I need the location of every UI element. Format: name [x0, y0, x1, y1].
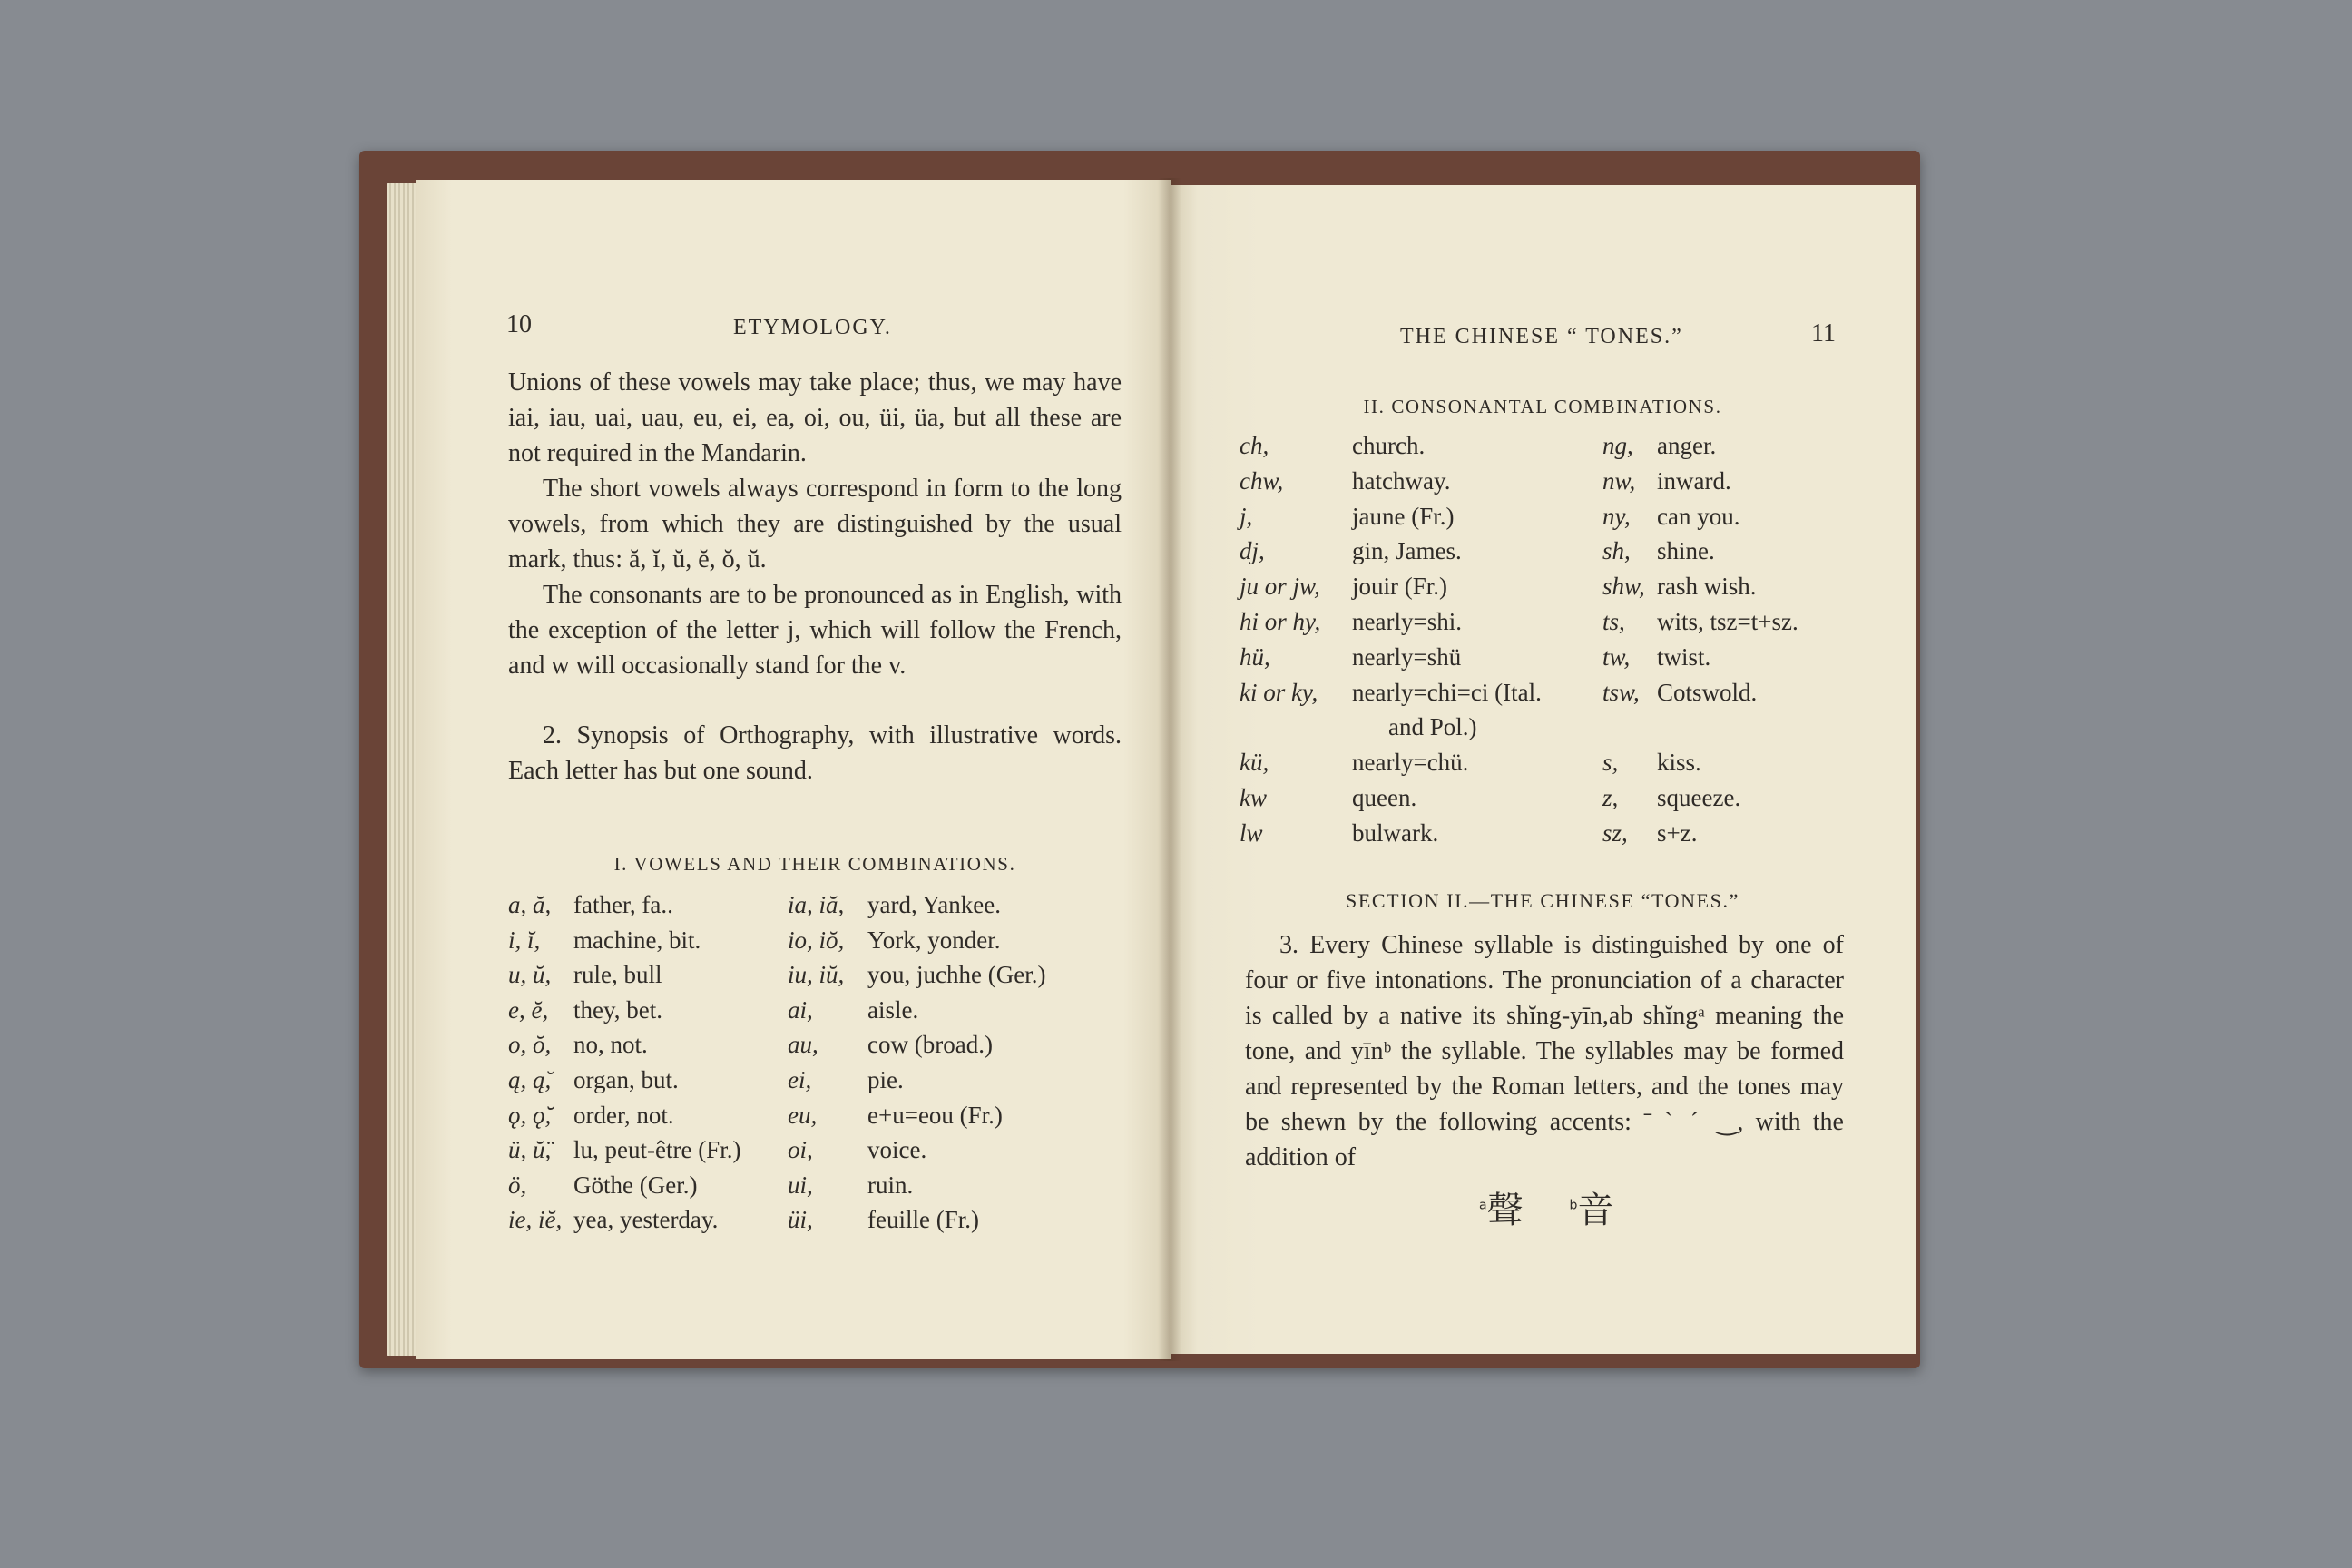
consonant-example: s+z.	[1657, 818, 1698, 847]
consonant-example: squeeze.	[1657, 784, 1741, 811]
vowel-example: you, juchhe (Ger.)	[867, 961, 1046, 989]
consonant-key: ju or jw,	[1240, 573, 1320, 601]
consonant-key: nw,	[1602, 466, 1636, 495]
page-edges	[387, 183, 419, 1356]
vowel-example: yea, yesterday.	[573, 1206, 719, 1234]
vowel-key: ą, ą̆,	[508, 1066, 552, 1093]
consonant-key: z,	[1602, 784, 1619, 811]
consonant-key: hi or hy,	[1240, 608, 1321, 635]
vowel-example: machine, bit.	[573, 926, 701, 954]
vowels-heading: I. VOWELS AND THEIR COMBINATIONS.	[613, 853, 1016, 875]
vowel-key: ǫ, ǫ̆,	[508, 1101, 552, 1129]
paragraph-short-vowels: The short vowels always correspond in form to the long vowels, from which they are distinguished by the usual mark, thus: ă, ĭ, ŭ, ĕ, ŏ, ŭ.	[508, 475, 1122, 573]
tones-paragraph	[1245, 927, 1844, 1175]
consonant-example: nearly=chü.	[1352, 749, 1469, 777]
consonant-example: shine.	[1657, 537, 1715, 565]
consonant-example: bulwark.	[1352, 818, 1439, 847]
consonant-key: ch,	[1240, 432, 1269, 459]
tones-paragraph-text: 3. Every Chinese syllable is distinguished by one of four or five intonations. The pronunciation of a character is called by a native its shĭng-yīn,ab shĭngᵃ meaning the tone, and yīnᵇ the syllable. The syllables may be formed and represented by the Roman letters, and the tones may be shewn by the following accents: ˉ ˋ ˊ ‿, with the addition of	[1245, 931, 1844, 1171]
vowel-key: iu, iŭ,	[788, 961, 845, 989]
vowel-key: e, ĕ,	[508, 995, 549, 1024]
vowel-example: yard, Yankee.	[867, 891, 1001, 918]
vowel-example: aisle.	[867, 995, 919, 1024]
consonant-example: kiss.	[1657, 749, 1701, 777]
consonant-example: wits, tsz=t+sz.	[1657, 608, 1798, 635]
consonant-key: kw	[1240, 784, 1267, 811]
chinese-characters	[1479, 1181, 1613, 1233]
vowel-key: ü, ŭ̈,	[508, 1136, 552, 1164]
consonant-example: jaune (Fr.)	[1352, 502, 1455, 530]
consonant-key: ny,	[1602, 502, 1631, 530]
paragraph-consonants: The consonants are to be pronounced as in English, with the exception of the letter j, which will follow the French, and w will occasionally stand for the v.	[508, 581, 1122, 680]
vowel-key: ai,	[788, 995, 813, 1024]
vowel-example: no, not.	[573, 1031, 648, 1059]
vowel-key: ie, iĕ,	[508, 1206, 563, 1234]
consonant-example: rash wish.	[1657, 573, 1757, 601]
left-body-text	[508, 365, 1122, 789]
vowel-example: rule, bull	[573, 961, 662, 989]
vowel-example: Göthe (Ger.)	[573, 1171, 698, 1199]
vowel-example: feuille (Fr.)	[867, 1206, 979, 1234]
vowel-example: York, yonder.	[867, 926, 1001, 954]
vowel-example: voice.	[867, 1136, 927, 1164]
vowel-key: i, ĭ,	[508, 926, 541, 954]
vowel-key: io, iŏ,	[788, 926, 845, 954]
right-page	[1171, 185, 1916, 1354]
char-yin: 音	[1577, 1190, 1614, 1231]
vowel-key: o, ŏ,	[508, 1031, 552, 1059]
vowel-key: üi,	[788, 1206, 813, 1234]
consonant-example: anger.	[1657, 432, 1717, 459]
vowel-example: order, not.	[573, 1101, 674, 1129]
consonant-example: can you.	[1657, 502, 1740, 530]
consonant-key: s,	[1602, 749, 1619, 777]
consonant-example: queen.	[1352, 784, 1417, 811]
consonant-example: inward.	[1657, 466, 1731, 495]
book-gutter	[1158, 178, 1181, 1361]
vowel-example: pie.	[867, 1066, 904, 1093]
vowel-key: ei,	[788, 1066, 812, 1093]
right-running-header: THE CHINESE “ TONES.”	[1400, 325, 1683, 348]
consonant-key: shw,	[1602, 573, 1645, 601]
consonants-heading: II. CONSONANTAL COMBINATIONS.	[1363, 396, 1722, 417]
consonant-example: nearly=shi.	[1352, 608, 1462, 635]
vowel-example: ruin.	[867, 1171, 914, 1199]
char-sheng: 聲	[1486, 1190, 1524, 1231]
vowel-example: lu, peut-être (Fr.)	[573, 1136, 741, 1164]
consonant-key: ng,	[1602, 432, 1633, 459]
vowel-example: organ, but.	[573, 1066, 679, 1093]
consonant-example: church.	[1352, 432, 1426, 459]
vowel-example: cow (broad.)	[867, 1031, 993, 1059]
consonant-example: jouir (Fr.)	[1352, 573, 1447, 601]
vowel-key: a, ă,	[508, 891, 552, 918]
vowel-example: e+u=eou (Fr.)	[867, 1101, 1003, 1129]
vowel-key: u, ŭ,	[508, 961, 552, 989]
consonant-key: ts,	[1602, 608, 1625, 635]
tones-section-title: SECTION II.—THE CHINESE “TONES.”	[1346, 889, 1740, 912]
left-page	[416, 180, 1171, 1359]
paragraph-vowel-unions: Unions of these vowels may take place; thus, we may have iai, iau, uai, uau, eu, ei, ea, oi, ou, üi, üa, but all these are not required in the Mandarin.	[508, 368, 1122, 467]
consonant-example: nearly=chi=ci (Ital.	[1352, 678, 1542, 706]
consonant-example: gin, James.	[1352, 537, 1462, 565]
vowel-key: au,	[788, 1031, 818, 1059]
consonant-key: tw,	[1602, 642, 1631, 671]
consonant-key: lw	[1240, 818, 1263, 847]
vowel-example: they, bet.	[573, 995, 662, 1024]
left-page-number: 10	[506, 310, 532, 338]
right-page-number: 11	[1811, 319, 1836, 348]
consonant-example: nearly=shü	[1352, 642, 1462, 671]
consonant-example: twist.	[1657, 642, 1711, 671]
consonant-key: tsw,	[1602, 678, 1640, 706]
consonant-key: j,	[1240, 502, 1253, 530]
vowel-key: ö,	[508, 1171, 527, 1199]
paragraph-synopsis: 2. Synopsis of Orthography, with illustrative words. Each letter has but one sound.	[508, 721, 1122, 785]
char-b-mark: b	[1569, 1198, 1578, 1213]
consonant-key: ki or ky,	[1240, 678, 1318, 706]
consonant-key: sz,	[1602, 818, 1628, 847]
left-running-header: ETYMOLOGY.	[733, 316, 892, 339]
consonant-example: Cotswold.	[1657, 678, 1758, 706]
consonant-key: hü,	[1240, 642, 1270, 671]
vowel-key: ia, iă,	[788, 891, 845, 918]
consonant-example: and Pol.)	[1388, 713, 1477, 741]
vowel-example: father, fa..	[573, 891, 673, 918]
consonant-key: dj,	[1240, 537, 1265, 565]
vowel-key: ui,	[788, 1171, 813, 1199]
paragraph-gap	[508, 683, 1122, 718]
vowel-key: oi,	[788, 1136, 813, 1164]
consonant-example: hatchway.	[1352, 466, 1451, 495]
vowel-key: eu,	[788, 1101, 818, 1129]
consonant-key: sh,	[1602, 537, 1631, 565]
char-a-mark: a	[1479, 1198, 1487, 1213]
consonant-key: chw,	[1240, 466, 1284, 495]
consonant-key: kü,	[1240, 749, 1269, 777]
